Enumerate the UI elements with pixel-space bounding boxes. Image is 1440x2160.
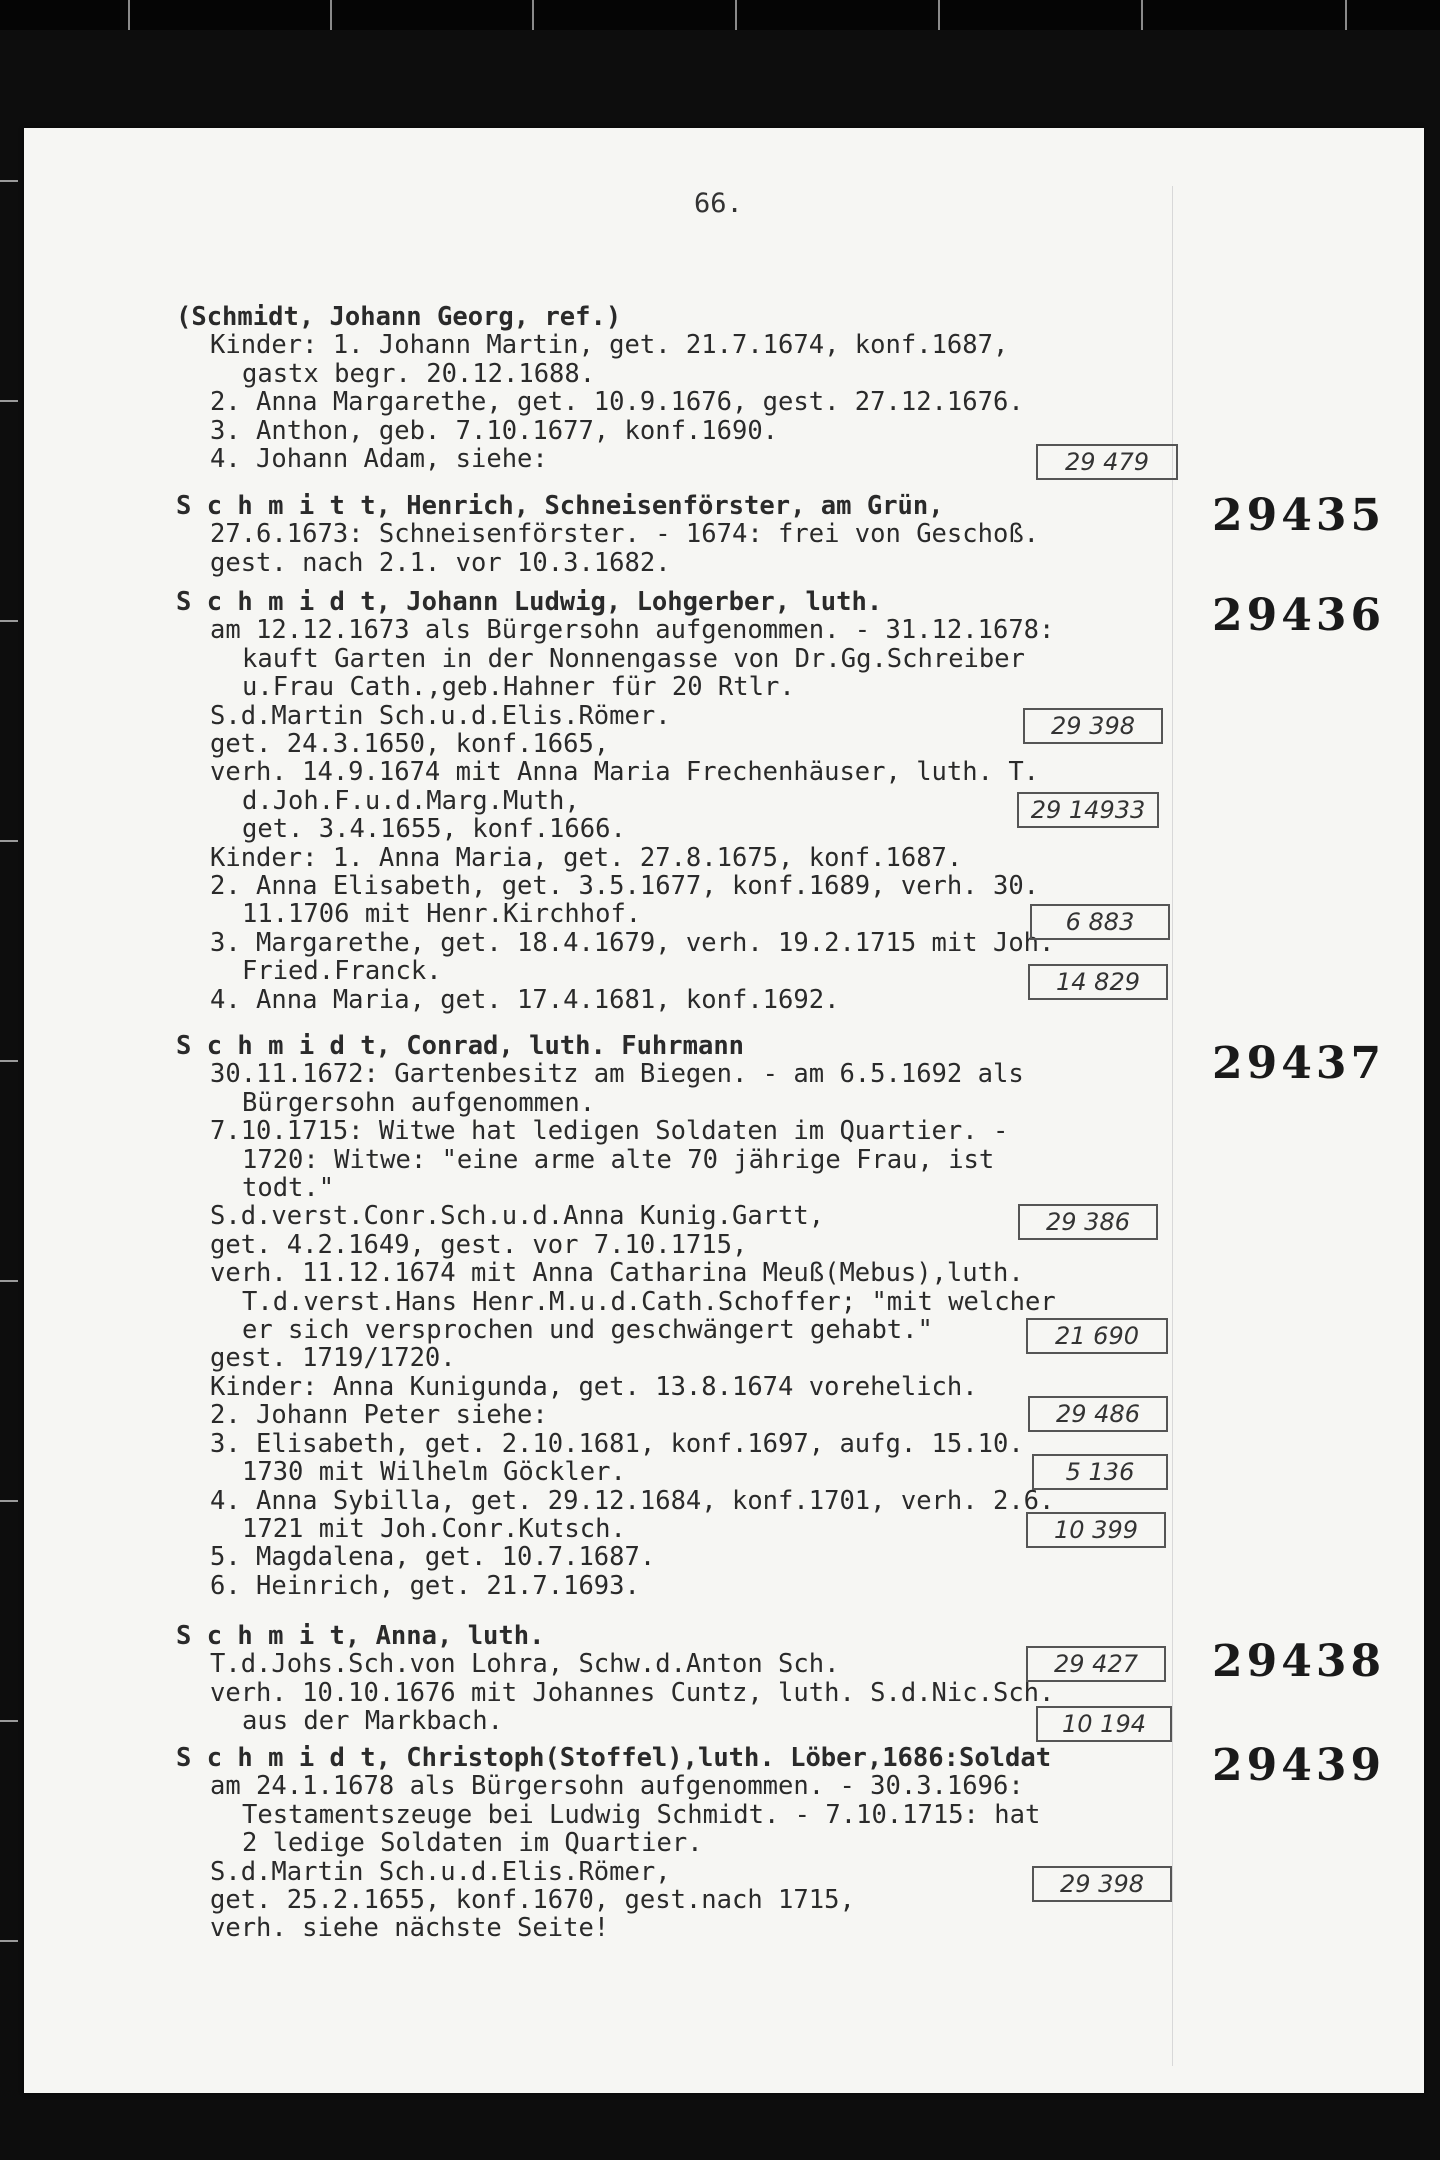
entry-line: verh. 11.12.1674 mit Anna Catharina Meuß(Mebus),luth. xyxy=(210,1258,1024,1289)
film-tick xyxy=(735,0,737,30)
entry-line: Testamentszeuge bei Ludwig Schmidt. - 7.10.1715: hat xyxy=(242,1799,1041,1830)
edge-mark xyxy=(0,1280,18,1282)
entry-line: 2. Johann Peter siehe: xyxy=(210,1400,548,1431)
entry-line: 4. Anna Sybilla, get. 29.12.1684, konf.1701, verh. 2.6. xyxy=(210,1485,1055,1516)
film-tick xyxy=(532,0,534,30)
entry-line: get. 3.4.1655, konf.1666. xyxy=(242,814,626,845)
entry-line: 1721 mit Joh.Conr.Kutsch. xyxy=(242,1513,626,1544)
entry-line: Kinder: 1. Anna Maria, get. 27.8.1675, konf.1687. xyxy=(210,842,963,873)
edge-mark xyxy=(0,1060,18,1062)
entry-line: 1720: Witwe: "eine arme alte 70 jährige Frau, ist xyxy=(242,1144,995,1175)
entry-line: 3. Margarethe, get. 18.4.1679, verh. 19.2.1715 mit Joh. xyxy=(210,927,1055,958)
page-number: 66. xyxy=(694,188,743,219)
reference-box: 29 427 xyxy=(1026,1646,1166,1682)
film-tick xyxy=(1345,0,1347,30)
entry-line: 11.1706 mit Henr.Kirchhof. xyxy=(242,899,642,930)
entry-line: S.d.verst.Conr.Sch.u.d.Anna Kunig.Gartt, xyxy=(210,1201,825,1232)
entry-line: 4. Johann Adam, siehe: xyxy=(210,444,548,475)
entry-line: get. 25.2.1655, konf.1670, gest.nach 1715, xyxy=(210,1885,855,1916)
entry-id-number: 29436 xyxy=(1212,590,1386,641)
reference-box: 29 486 xyxy=(1028,1396,1168,1432)
edge-mark xyxy=(0,400,18,402)
reference-box: 29 14933 xyxy=(1017,792,1159,828)
entry-line: T.d.verst.Hans Henr.M.u.d.Cath.Schoffer; "mit welcher xyxy=(242,1286,1056,1317)
entry-line: todt." xyxy=(242,1173,335,1204)
film-tick xyxy=(1141,0,1143,30)
entry-line: kauft Garten in der Nonnengasse von Dr.Gg.Schreiber xyxy=(242,643,1025,674)
entry-line: 7.10.1715: Witwe hat ledigen Soldaten im Quartier. - xyxy=(210,1116,1009,1147)
entry-line: verh. 14.9.1674 mit Anna Maria Frechenhäuser, luth. T. xyxy=(210,757,1040,788)
entry-heading: S c h m i t, Anna, luth. xyxy=(176,1621,545,1651)
entry-line: Kinder: Anna Kunigunda, get. 13.8.1674 vorehelich. xyxy=(210,1371,978,1402)
entry-line: 1730 mit Wilhelm Göckler. xyxy=(242,1457,626,1488)
entry-line: am 12.12.1673 als Bürgersohn aufgenommen. - 31.12.1678: xyxy=(210,615,1055,646)
entry-line: aus der Markbach. xyxy=(242,1706,503,1737)
entry-line: 3. Anthon, geb. 7.10.1677, konf.1690. xyxy=(210,415,779,446)
edge-mark xyxy=(0,1500,18,1502)
reference-box: 10 399 xyxy=(1026,1512,1166,1548)
film-tick xyxy=(128,0,130,30)
entry-line: u.Frau Cath.,geb.Hahner für 20 Rtlr. xyxy=(242,672,795,703)
entry-line: 3. Elisabeth, get. 2.10.1681, konf.1697, aufg. 15.10. xyxy=(210,1428,1024,1459)
reference-box: 29 398 xyxy=(1032,1866,1172,1902)
entry-line: gastx begr. 20.12.1688. xyxy=(242,358,596,389)
edge-mark xyxy=(0,180,18,182)
entry-id-number: 29439 xyxy=(1212,1740,1386,1791)
film-edge-marks xyxy=(0,140,24,2040)
entry-line: Kinder: 1. Johann Martin, get. 21.7.1674, konf.1687, xyxy=(210,330,1009,361)
edge-mark xyxy=(0,620,18,622)
reference-box: 5 136 xyxy=(1032,1454,1168,1490)
entry-line: 6. Heinrich, get. 21.7.1693. xyxy=(210,1570,640,1601)
entry-line: Bürgersohn aufgenommen. xyxy=(242,1087,596,1118)
entry-line: 27.6.1673: Schneisenförster. - 1674: frei von Geschoß. xyxy=(210,519,1040,550)
entry-line: 2. Anna Elisabeth, get. 3.5.1677, konf.1689, verh. 30. xyxy=(210,871,1040,902)
edge-mark xyxy=(0,1720,18,1722)
entry-heading: (Schmidt, Johann Georg, ref.) xyxy=(176,302,622,332)
entry-line: gest. nach 2.1. vor 10.3.1682. xyxy=(210,547,671,578)
entry-line: get. 24.3.1650, konf.1665, xyxy=(210,729,610,760)
entry-line: verh. 10.10.1676 mit Johannes Cuntz, luth. S.d.Nic.Sch. xyxy=(210,1677,1055,1708)
genealogy-entry xyxy=(176,1744,1196,1943)
entry-line: get. 4.2.1649, gest. vor 7.10.1715, xyxy=(210,1229,748,1260)
entry-line: S.d.Martin Sch.u.d.Elis.Römer. xyxy=(210,700,671,731)
entry-line: 2 ledige Soldaten im Quartier. xyxy=(242,1828,703,1859)
entry-line: S.d.Martin Sch.u.d.Elis.Römer, xyxy=(210,1856,671,1887)
reference-box: 6 883 xyxy=(1030,904,1170,940)
entry-id-number: 29437 xyxy=(1212,1038,1386,1089)
reference-box: 21 690 xyxy=(1026,1318,1168,1354)
entry-id-number: 29438 xyxy=(1212,1636,1386,1687)
entry-line: am 24.1.1678 als Bürgersohn aufgenommen. - 30.3.1696: xyxy=(210,1771,1024,1802)
reference-box: 14 829 xyxy=(1028,964,1168,1000)
film-tick xyxy=(938,0,940,30)
entry-line: Fried.Franck. xyxy=(242,956,442,987)
entry-heading: S c h m i d t, Conrad, luth. Fuhrmann xyxy=(176,1031,745,1061)
entry-heading: S c h m i d t, Christoph(Stoffel),luth. Löber,1686:Soldat xyxy=(176,1743,1052,1773)
entry-line: 5. Magdalena, get. 10.7.1687. xyxy=(210,1542,656,1573)
entry-line: 4. Anna Maria, get. 17.4.1681, konf.1692. xyxy=(210,984,840,1015)
edge-mark xyxy=(0,1940,18,1942)
reference-box: 10 194 xyxy=(1036,1706,1172,1742)
edge-mark xyxy=(0,840,18,842)
reference-box: 29 479 xyxy=(1036,444,1178,480)
entry-id-number: 29435 xyxy=(1212,490,1386,541)
entry-line: d.Joh.F.u.d.Marg.Muth, xyxy=(242,785,580,816)
entry-line: 2. Anna Margarethe, get. 10.9.1676, gest. 27.12.1676. xyxy=(210,387,1024,418)
entry-line: er sich versprochen und geschwängert gehabt." xyxy=(242,1315,933,1346)
film-strip xyxy=(0,0,1440,30)
entry-line: T.d.Johs.Sch.von Lohra, Schw.d.Anton Sch. xyxy=(210,1649,840,1680)
genealogy-entry xyxy=(176,492,1196,577)
reference-box: 29 398 xyxy=(1023,708,1163,744)
film-tick xyxy=(330,0,332,30)
entry-heading: S c h m i d t, Johann Ludwig, Lohgerber, luth. xyxy=(176,587,883,617)
reference-box: 29 386 xyxy=(1018,1204,1158,1240)
entry-line: 30.11.1672: Gartenbesitz am Biegen. - am 6.5.1692 als xyxy=(210,1059,1024,1090)
entry-line: verh. siehe nächste Seite! xyxy=(210,1913,610,1944)
document-page xyxy=(24,128,1424,2093)
entry-heading: S c h m i t t, Henrich, Schneisenförster, am Grün, xyxy=(176,491,944,521)
entry-line: gest. 1719/1720. xyxy=(210,1343,456,1374)
